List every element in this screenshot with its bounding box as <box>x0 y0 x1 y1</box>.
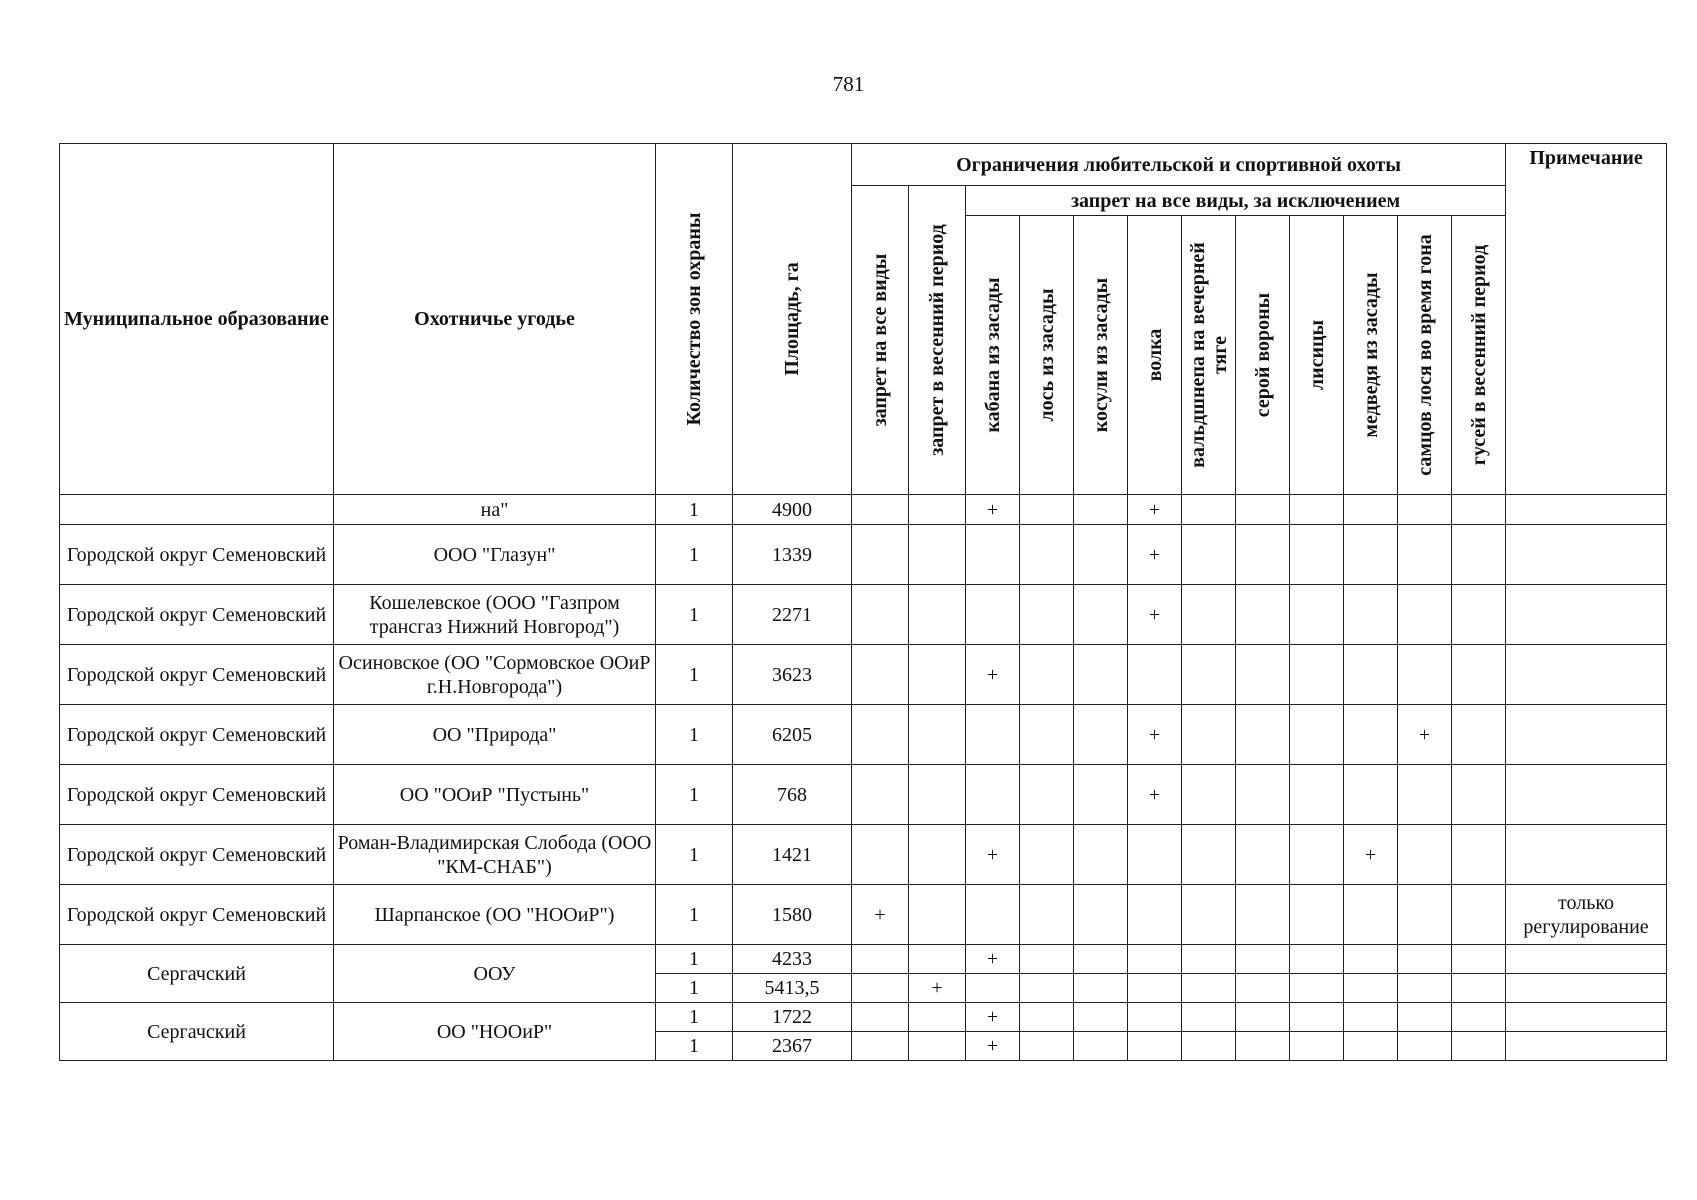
restriction-mark-cell <box>852 705 909 765</box>
municipality-cell: Городской округ Семеновский <box>60 825 334 885</box>
restriction-mark-cell <box>1452 765 1506 825</box>
header-area: Площадь, га <box>733 144 852 495</box>
header-bear: медведя из засады <box>1344 216 1398 495</box>
restriction-mark-cell <box>1182 885 1236 945</box>
restriction-mark-cell <box>1452 645 1506 705</box>
restriction-mark-cell: + <box>1344 825 1398 885</box>
restriction-mark-cell <box>1020 1032 1074 1061</box>
note-cell <box>1506 1003 1667 1032</box>
table-row <box>60 705 1667 765</box>
restriction-mark-cell <box>1182 1003 1236 1032</box>
table-row <box>60 885 1667 945</box>
restriction-mark-cell: + <box>852 885 909 945</box>
restriction-mark-cell: + <box>966 1003 1020 1032</box>
hunting-ground-cell: ООО "Глазун" <box>334 525 656 585</box>
header-woodcock: вальдшнепа на вечерней тяге <box>1182 216 1236 495</box>
restriction-mark-cell <box>1020 1003 1074 1032</box>
restriction-mark-cell <box>1020 885 1074 945</box>
note-cell <box>1506 765 1667 825</box>
restriction-mark-cell <box>1236 885 1290 945</box>
restriction-mark-cell <box>1128 825 1182 885</box>
header-elk-rut: самцов лося во время гона <box>1398 216 1452 495</box>
area-cell: 5413,5 <box>733 974 852 1003</box>
restriction-mark-cell <box>909 1003 966 1032</box>
municipality-cell: Городской округ Семеновский <box>60 765 334 825</box>
hunting-ground-cell: Роман-Владимирская Слобода (ООО "КМ-СНАБ") <box>334 825 656 885</box>
restriction-mark-cell <box>909 495 966 525</box>
restriction-mark-cell: + <box>966 495 1020 525</box>
restriction-mark-cell: + <box>966 945 1020 974</box>
header-except-group: запрет на все виды, за исключением <box>966 186 1506 216</box>
restriction-mark-cell <box>1452 585 1506 645</box>
restriction-mark-cell <box>852 1032 909 1061</box>
hunting-ground-cell: ООУ <box>334 945 656 1003</box>
restriction-mark-cell <box>1398 585 1452 645</box>
zones-count-cell: 1 <box>656 705 733 765</box>
restriction-mark-cell <box>1236 945 1290 974</box>
restriction-mark-cell <box>1290 645 1344 705</box>
zones-count-cell: 1 <box>656 885 733 945</box>
header-ban-spring: запрет в весенний период <box>909 186 966 495</box>
municipality-cell: Сергачский <box>60 1003 334 1061</box>
restriction-mark-cell <box>1290 525 1344 585</box>
note-cell <box>1506 495 1667 525</box>
restriction-mark-cell <box>1344 645 1398 705</box>
restriction-mark-cell <box>1344 495 1398 525</box>
restriction-mark-cell <box>1452 885 1506 945</box>
restriction-mark-cell <box>1020 945 1074 974</box>
area-cell: 3623 <box>733 645 852 705</box>
restriction-mark-cell <box>1452 1003 1506 1032</box>
restriction-mark-cell <box>1452 495 1506 525</box>
restriction-mark-cell <box>1344 885 1398 945</box>
restriction-mark-cell <box>852 825 909 885</box>
restriction-mark-cell <box>1398 885 1452 945</box>
restriction-mark-cell <box>1074 525 1128 585</box>
restriction-mark-cell <box>1236 825 1290 885</box>
restriction-mark-cell <box>1398 525 1452 585</box>
hunting-ground-cell: на" <box>334 495 656 525</box>
restriction-mark-cell <box>1236 495 1290 525</box>
header-zones-count: Количество зон охраны <box>656 144 733 495</box>
area-cell: 1339 <box>733 525 852 585</box>
restriction-mark-cell <box>1074 1032 1128 1061</box>
note-cell <box>1506 645 1667 705</box>
zones-count-cell: 1 <box>656 825 733 885</box>
note-cell <box>1506 945 1667 974</box>
note-cell: только регулирование <box>1506 885 1667 945</box>
page-number: 781 <box>832 72 865 96</box>
restriction-mark-cell <box>1398 825 1452 885</box>
restriction-mark-cell <box>1398 765 1452 825</box>
restriction-mark-cell <box>1074 495 1128 525</box>
restriction-mark-cell <box>909 585 966 645</box>
municipality-cell: Городской округ Семеновский <box>60 645 334 705</box>
restriction-mark-cell <box>1452 525 1506 585</box>
restriction-mark-cell <box>909 945 966 974</box>
restriction-mark-cell: + <box>909 974 966 1003</box>
restriction-mark-cell <box>852 974 909 1003</box>
area-cell: 6205 <box>733 705 852 765</box>
municipality-cell: Городской округ Семеновский <box>60 705 334 765</box>
note-cell <box>1506 825 1667 885</box>
table-row <box>60 1003 1667 1032</box>
area-cell: 2271 <box>733 585 852 645</box>
restriction-mark-cell <box>1020 765 1074 825</box>
restriction-mark-cell <box>1290 495 1344 525</box>
restriction-mark-cell <box>1452 1032 1506 1061</box>
restriction-mark-cell <box>1074 825 1128 885</box>
restriction-mark-cell <box>1182 585 1236 645</box>
header-boar: кабана из засады <box>966 216 1020 495</box>
table-row <box>60 825 1667 885</box>
header-note: Примечание <box>1506 144 1667 495</box>
restriction-mark-cell <box>1236 1032 1290 1061</box>
restriction-mark-cell <box>1398 1032 1452 1061</box>
restriction-mark-cell <box>1128 945 1182 974</box>
restriction-mark-cell <box>1344 705 1398 765</box>
zones-count-cell: 1 <box>656 585 733 645</box>
restriction-mark-cell <box>966 765 1020 825</box>
restriction-mark-cell <box>909 705 966 765</box>
header-restrictions-group: Ограничения любительской и спортивной охоты <box>852 144 1506 186</box>
restriction-mark-cell <box>1236 585 1290 645</box>
restriction-mark-cell: + <box>1128 525 1182 585</box>
restriction-mark-cell <box>1452 705 1506 765</box>
table-row <box>60 525 1667 585</box>
restriction-mark-cell: + <box>966 1032 1020 1061</box>
restriction-mark-cell <box>909 525 966 585</box>
restriction-mark-cell <box>1344 525 1398 585</box>
zones-count-cell: 1 <box>656 765 733 825</box>
restriction-mark-cell <box>1236 974 1290 1003</box>
restriction-mark-cell <box>966 705 1020 765</box>
restriction-mark-cell: + <box>1128 495 1182 525</box>
table-row <box>60 495 1667 525</box>
restriction-mark-cell <box>1182 525 1236 585</box>
zones-count-cell: 1 <box>656 495 733 525</box>
restriction-mark-cell <box>1128 1032 1182 1061</box>
restriction-mark-cell: + <box>966 825 1020 885</box>
area-cell: 1722 <box>733 1003 852 1032</box>
restriction-mark-cell <box>1182 1032 1236 1061</box>
note-cell <box>1506 974 1667 1003</box>
hunting-ground-cell: Кошелевское (ООО "Газпром трансгаз Нижний Новгород") <box>334 585 656 645</box>
table-row <box>60 585 1667 645</box>
header-fox: лисицы <box>1290 216 1344 495</box>
restriction-mark-cell <box>852 945 909 974</box>
restriction-mark-cell <box>1398 1003 1452 1032</box>
restriction-mark-cell <box>1290 885 1344 945</box>
restriction-mark-cell <box>1128 645 1182 705</box>
restriction-mark-cell <box>1074 765 1128 825</box>
restriction-mark-cell <box>1344 945 1398 974</box>
table-row <box>60 765 1667 825</box>
restriction-mark-cell <box>909 765 966 825</box>
area-cell: 768 <box>733 765 852 825</box>
hunting-ground-cell: ОО "Природа" <box>334 705 656 765</box>
restriction-mark-cell <box>1020 525 1074 585</box>
restriction-mark-cell <box>1398 645 1452 705</box>
restriction-mark-cell <box>909 885 966 945</box>
restriction-mark-cell <box>1128 885 1182 945</box>
restriction-mark-cell <box>966 585 1020 645</box>
restriction-mark-cell <box>909 645 966 705</box>
municipality-cell: Городской округ Семеновский <box>60 885 334 945</box>
restriction-mark-cell: + <box>1398 705 1452 765</box>
restriction-mark-cell <box>1398 974 1452 1003</box>
hunting-ground-cell: Шарпанское (ОО "НООиР") <box>334 885 656 945</box>
restriction-mark-cell <box>1236 1003 1290 1032</box>
note-cell <box>1506 525 1667 585</box>
restriction-mark-cell <box>1236 525 1290 585</box>
restriction-mark-cell <box>1344 974 1398 1003</box>
restriction-mark-cell <box>1182 825 1236 885</box>
restriction-mark-cell <box>852 585 909 645</box>
restriction-mark-cell <box>1020 705 1074 765</box>
restriction-mark-cell <box>1020 645 1074 705</box>
restriction-mark-cell <box>1182 974 1236 1003</box>
restriction-mark-cell <box>1020 825 1074 885</box>
restriction-mark-cell <box>1398 495 1452 525</box>
zones-count-cell: 1 <box>656 525 733 585</box>
restriction-mark-cell <box>1290 585 1344 645</box>
note-cell <box>1506 705 1667 765</box>
municipality-cell: Городской округ Семеновский <box>60 525 334 585</box>
restriction-mark-cell <box>1182 495 1236 525</box>
restriction-mark-cell <box>1290 945 1344 974</box>
restriction-mark-cell <box>852 1003 909 1032</box>
restriction-mark-cell <box>1290 974 1344 1003</box>
restriction-mark-cell <box>1236 705 1290 765</box>
restriction-mark-cell <box>1074 885 1128 945</box>
hunting-ground-cell: ОО "НООиР" <box>334 1003 656 1061</box>
table-row <box>60 645 1667 705</box>
hunting-restrictions-table <box>59 143 1667 1061</box>
zones-count-cell: 1 <box>656 645 733 705</box>
restriction-mark-cell <box>1290 705 1344 765</box>
restriction-mark-cell <box>1290 825 1344 885</box>
restriction-mark-cell <box>1398 945 1452 974</box>
hunting-ground-cell: Осиновское (ОО "Сормовское ООиР г.Н.Новгорода") <box>334 645 656 705</box>
restriction-mark-cell <box>1344 1032 1398 1061</box>
restriction-mark-cell <box>1344 1003 1398 1032</box>
area-cell: 4900 <box>733 495 852 525</box>
restriction-mark-cell <box>1074 945 1128 974</box>
area-cell: 4233 <box>733 945 852 974</box>
restriction-mark-cell <box>852 645 909 705</box>
restriction-mark-cell: + <box>1128 765 1182 825</box>
zones-count-cell: 1 <box>656 1003 733 1032</box>
area-cell: 1580 <box>733 885 852 945</box>
municipality-cell: Сергачский <box>60 945 334 1003</box>
restriction-mark-cell <box>1020 974 1074 1003</box>
restriction-mark-cell: + <box>1128 585 1182 645</box>
restriction-mark-cell <box>1074 705 1128 765</box>
restriction-mark-cell <box>909 825 966 885</box>
restriction-mark-cell <box>1452 974 1506 1003</box>
restriction-mark-cell <box>909 1032 966 1061</box>
restriction-mark-cell <box>1182 945 1236 974</box>
restriction-mark-cell <box>1236 765 1290 825</box>
note-cell <box>1506 585 1667 645</box>
restriction-mark-cell <box>1452 945 1506 974</box>
restriction-mark-cell: + <box>1128 705 1182 765</box>
restriction-mark-cell <box>852 495 909 525</box>
header-municipality: Муниципальное образование <box>60 144 334 495</box>
zones-count-cell: 1 <box>656 974 733 1003</box>
restriction-mark-cell <box>1182 765 1236 825</box>
restriction-mark-cell <box>1182 705 1236 765</box>
header-crow: серой вороны <box>1236 216 1290 495</box>
restriction-mark-cell <box>1074 974 1128 1003</box>
area-cell: 1421 <box>733 825 852 885</box>
restriction-mark-cell: + <box>966 645 1020 705</box>
header-wolf: волка <box>1128 216 1182 495</box>
restriction-mark-cell <box>852 525 909 585</box>
table-row <box>60 945 1667 974</box>
header-roe: косули из засады <box>1074 216 1128 495</box>
restriction-mark-cell <box>966 885 1020 945</box>
restriction-mark-cell <box>966 974 1020 1003</box>
header-elk: лось из засады <box>1020 216 1074 495</box>
restriction-mark-cell <box>1290 1003 1344 1032</box>
restriction-mark-cell <box>1236 645 1290 705</box>
restriction-mark-cell <box>1074 585 1128 645</box>
restriction-mark-cell <box>1182 645 1236 705</box>
restriction-mark-cell <box>1290 1032 1344 1061</box>
restriction-mark-cell <box>1452 825 1506 885</box>
header-ban-all: запрет на все виды <box>852 186 909 495</box>
table-body <box>60 495 1667 1061</box>
municipality-cell <box>60 495 334 525</box>
hunting-ground-cell: ОО "ООиР "Пустынь" <box>334 765 656 825</box>
restriction-mark-cell <box>1128 974 1182 1003</box>
restriction-mark-cell <box>1344 765 1398 825</box>
restriction-mark-cell <box>852 765 909 825</box>
restriction-mark-cell <box>1020 585 1074 645</box>
restriction-mark-cell <box>1128 1003 1182 1032</box>
restriction-mark-cell <box>1074 1003 1128 1032</box>
restriction-mark-cell <box>1020 495 1074 525</box>
header-hunting-ground: Охотничье угодье <box>334 144 656 495</box>
restriction-mark-cell <box>1344 585 1398 645</box>
note-cell <box>1506 1032 1667 1061</box>
area-cell: 2367 <box>733 1032 852 1061</box>
zones-count-cell: 1 <box>656 1032 733 1061</box>
restriction-mark-cell <box>1074 645 1128 705</box>
header-geese: гусей в весенний период <box>1452 216 1506 495</box>
restriction-mark-cell <box>1290 765 1344 825</box>
restriction-mark-cell <box>966 525 1020 585</box>
municipality-cell: Городской округ Семеновский <box>60 585 334 645</box>
zones-count-cell: 1 <box>656 945 733 974</box>
